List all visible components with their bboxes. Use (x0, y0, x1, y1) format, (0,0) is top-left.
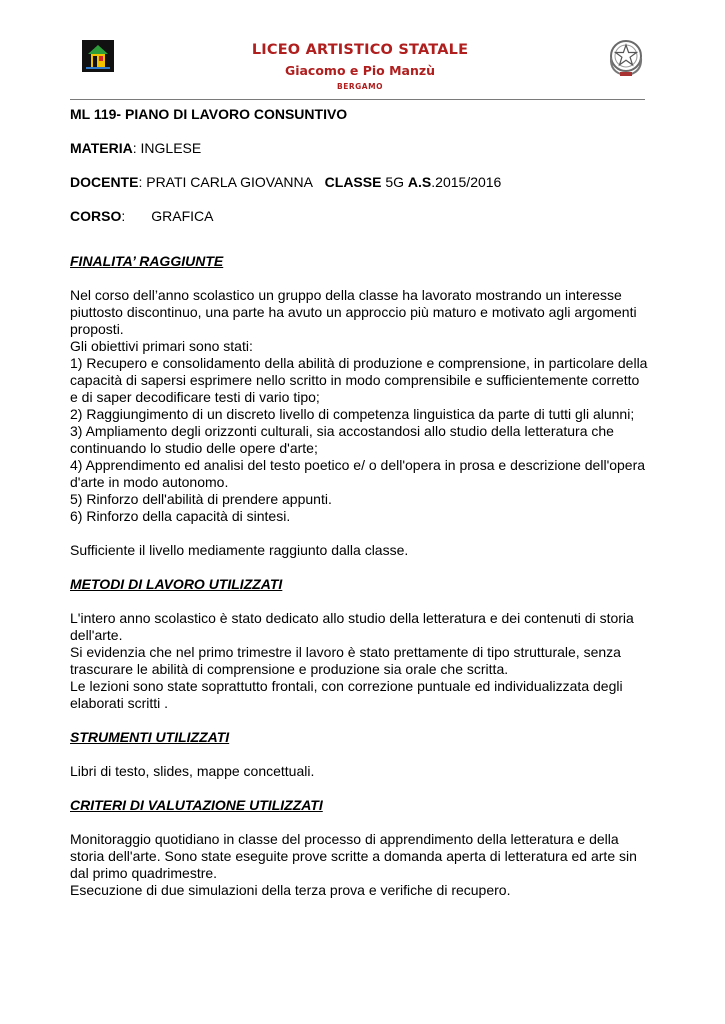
finalita-paragraph: Gli obiettivi primari sono stati: (70, 338, 253, 354)
metodi-paragraph: L'intero anno scolastico è stato dedicato allo studio della letteratura e dei contenuti di storia dell'arte. (70, 610, 634, 643)
materia-value: : INGLESE (132, 140, 202, 156)
finalita-heading: FINALITA’ RAGGIUNTE (70, 253, 224, 269)
corso-separator: : (121, 208, 126, 224)
docente-value: : PRATI CARLA GIOVANNA (138, 174, 313, 190)
finalita-paragraph: 5) Rinforzo dell'abilità di prendere appunti. (70, 491, 332, 507)
finalita-paragraph: 6) Rinforzo della capacità di sintesi. (70, 508, 291, 524)
document-title: ML 119- PIANO DI LAVORO CONSUNTIVO (70, 106, 348, 122)
classe-value: 5G (381, 174, 408, 190)
criteri-paragraph: Monitoraggio quotidiano in classe del processo di apprendimento della letteratura e della storia dell'arte. Sono state eseguite prove scritte a domanda aperta di letteratura ed arte sin dal primo quadrimestre. (70, 831, 637, 881)
finalita-paragraph: 4) Apprendimento ed analisi del testo poetico e/ o dell'opera in prosa e descrizione dell'opera d'arte in modo autonomo. (70, 457, 646, 490)
school-logo-icon (82, 40, 114, 72)
metodi-paragraph: Le lezioni sono state soprattutto frontali, con correzione puntuale ed individualizzata degli elaborati scritti . (70, 678, 623, 711)
strumenti-paragraph: Libri di testo, slides, mappe concettuali. (70, 763, 315, 779)
materia-line (70, 140, 650, 157)
docente-label: DOCENTE (70, 174, 139, 190)
school-name: LICEO ARTISTICO STATALE (251, 42, 469, 58)
finalita-paragraph: Nel corso dell’anno scolastico un gruppo della classe ha lavorato mostrando un interesse piuttosto discontinuo, una parte ha avuto un approccio più maturo e motivato agli argomenti proposti. (70, 287, 637, 337)
corso-line (70, 208, 650, 225)
classe-label: CLASSE (324, 174, 382, 190)
corso-label: CORSO (70, 208, 122, 224)
header-divider (70, 99, 645, 100)
school-city: BERGAMO (337, 82, 383, 91)
metodi-heading: METODI DI LAVORO UTILIZZATI (70, 576, 283, 592)
finalita-paragraph: 1) Recupero e consolidamento della abilità di produzione e comprensione, in particolare della capacità di sapersi esprimere nello scritto in modo comprensibile e sufficientemente corretto e di saper decodificare testi di vario tipo; (70, 355, 648, 405)
document-body (70, 106, 650, 899)
finalita-conclusion: Sufficiente il livello mediamente raggiunto dalla classe. (70, 542, 409, 558)
materia-label: MATERIA (70, 140, 133, 156)
as-value: .2015/2016 (431, 174, 502, 190)
strumenti-heading: STRUMENTI UTILIZZATI (70, 729, 230, 745)
finalita-paragraph: 3) Ampliamento degli orizzonti culturali, sia accostandosi allo studio della letteratura che continuando lo studio delle opere d'arte; (70, 423, 614, 456)
criteri-paragraph: Esecuzione di due simulazioni della terza prova e verifiche di recupero. (70, 882, 511, 898)
metodi-paragraph: Si evidenzia che nel primo trimestre il lavoro è stato prettamente di tipo strutturale, senza trascurare le abilità di comprensione e produzione sia orale che scritta. (70, 644, 621, 677)
letterhead (70, 30, 645, 100)
italian-republic-emblem-icon (606, 36, 646, 78)
school-subtitle: Giacomo e Pio Manzù (284, 63, 436, 78)
finalita-paragraph: 2) Raggiungimento di un discreto livello di competenza linguistica da parte di tutti gli alunni; (70, 406, 635, 422)
corso-value: GRAFICA (151, 208, 214, 224)
criteri-heading: CRITERI DI VALUTAZIONE UTILIZZATI (70, 797, 323, 813)
as-label: A.S (407, 174, 432, 190)
docente-line (70, 174, 650, 191)
